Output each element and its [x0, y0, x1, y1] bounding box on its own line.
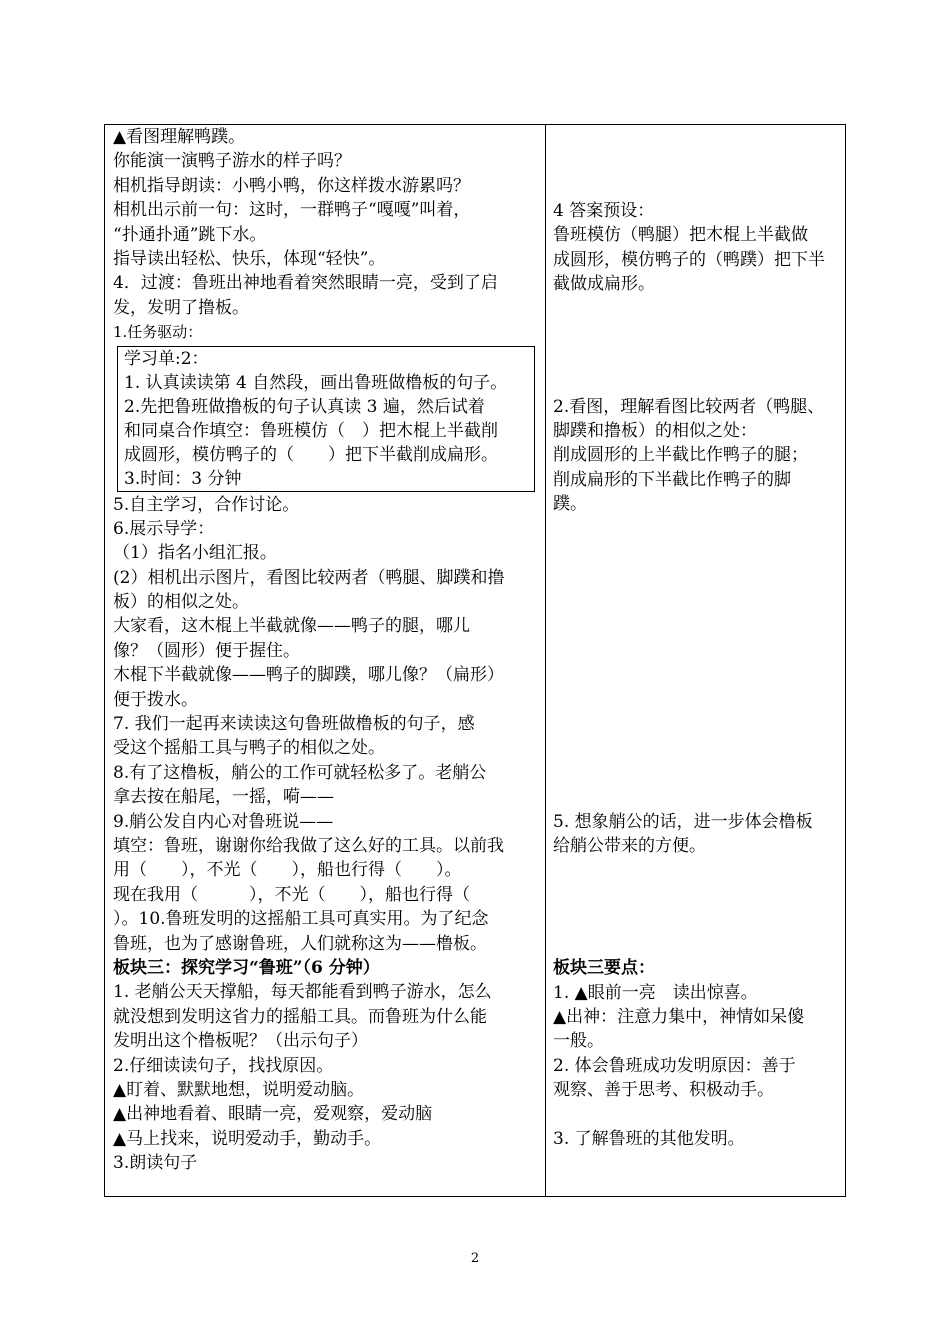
- text-line: 9.艄公发自内心对鲁班说——: [113, 811, 334, 832]
- worksheet-line: 成圆形，模仿鸭子的（ ）把下半截削成扁形。: [124, 444, 498, 465]
- text-line: 8.有了这橹板，艄公的工作可就轻松多了。老艄公: [113, 762, 487, 783]
- text-line: 脚蹼和撸板）的相似之处：: [553, 420, 757, 441]
- text-line: ▲看图理解鸭蹼。: [113, 127, 246, 147]
- text-line: 板）的相似之处。: [113, 592, 249, 613]
- text-line: 木棍下半截就像——鸭子的脚蹼，哪儿像？（扁形）: [113, 665, 504, 686]
- text-line: 1. 老艄公天天撑船，每天都能看到鸭子游水，怎么: [113, 982, 492, 1003]
- right-column: [553, 125, 841, 1151]
- text-line: 7. 我们一起再来读读这句鲁班做橹板的句子，感: [113, 714, 475, 735]
- lesson-table: [104, 124, 846, 1197]
- text-line: 6.展示导学：: [113, 518, 215, 539]
- worksheet-box: [117, 346, 535, 492]
- text-line: 1.任务驱动：: [113, 323, 203, 342]
- spacer: [553, 297, 841, 395]
- text-line: 削成圆形的上半截比作鸭子的腿；: [553, 445, 808, 466]
- text-line: 指导读出轻松、快乐，体现“轻快”。: [113, 248, 386, 269]
- text-line: 鲁班，也为了感谢鲁班，人们就称这为——橹板。: [113, 933, 487, 954]
- text-line: 鲁班模仿（鸭腿）把木棍上半截做: [553, 225, 808, 246]
- text-line: 填空：鲁班，谢谢你给我做了这么好的工具。以前我: [113, 835, 504, 856]
- text-line: 成圆形，模仿鸭子的（鸭蹼）把下半: [553, 249, 825, 270]
- column-divider: [545, 125, 546, 1196]
- text-line: 4．过渡：鲁班出神地看着突然眼睛一亮，受到了启: [113, 273, 498, 294]
- worksheet-line: 学习单:2：: [124, 348, 209, 369]
- text-line: 1. ▲眼前一亮 读出惊喜。: [553, 982, 758, 1003]
- text-line: 4 答案预设：: [553, 201, 655, 221]
- text-line: 截做成扁形。: [553, 274, 655, 295]
- text-line: 一般。: [553, 1031, 604, 1052]
- text-line: 相机出示前一句：这时，一群鸭子“嘎嘎”叫着，: [113, 200, 471, 221]
- text-line: 2. 体会鲁班成功发明原因：善于: [553, 1055, 796, 1076]
- text-line: 你能演一演鸭子游水的样子吗？: [113, 151, 351, 172]
- spacer: [553, 858, 841, 956]
- text-line: 受这个摇船工具与鸭子的相似之处。: [113, 738, 385, 759]
- text-line: 2.仔细读读句子，找找原因。: [113, 1055, 334, 1076]
- text-line: 给艄公带来的方便。: [553, 835, 706, 856]
- text-line: ▲出神：注意力集中，神情如呆傻: [553, 1007, 805, 1028]
- text-line: 现在我用（ ），不光（ ），船也行得（: [113, 884, 470, 905]
- text-line: ▲马上找来，说明爱动手，勤动手。: [113, 1128, 382, 1149]
- text-line: 2.看图，理解看图比较两者（鸭腿、: [553, 396, 825, 417]
- text-line: 3. 了解鲁班的其他发明。: [553, 1128, 745, 1149]
- text-line: 就没想到发明这省力的摇船工具。而鲁班为什么能: [113, 1006, 487, 1027]
- text-line: (2）相机出示图片，看图比较两者（鸭腿、脚蹼和撸: [113, 567, 505, 588]
- text-line: 像？（圆形）便于握住。: [113, 640, 300, 661]
- worksheet-line: 和同桌合作填空：鲁班模仿（ ）把木棍上半截削: [124, 420, 498, 441]
- text-line: （1）指名小组汇报。: [113, 543, 277, 564]
- text-line: 用（ ），不光（ ），船也行得（ ）。: [113, 860, 462, 881]
- text-line: ）。10.鲁班发明的这摇船工具可真实用。为了纪念: [113, 909, 489, 930]
- text-line: “扑通扑通”跳下水。: [113, 224, 267, 245]
- page-number: 2: [470, 1251, 480, 1266]
- text-line: 大家看，这木棍上半截就像——鸭子的腿，哪儿: [113, 616, 470, 637]
- worksheet-line: 3.时间：3 分钟: [124, 468, 242, 489]
- spacer: [553, 517, 841, 810]
- spacer: [553, 1103, 841, 1127]
- text-line: 5.自主学习，合作讨论。: [113, 494, 300, 515]
- text-line: 便于拨水。: [113, 689, 198, 710]
- text-line: 蹼。: [553, 494, 587, 515]
- text-line: 相机指导朗读：小鸭小鸭，你这样拨水游累吗？: [113, 175, 470, 196]
- worksheet-line: 2.先把鲁班做撸板的句子认真读 3 遍，然后试着: [124, 396, 485, 417]
- spacer: [553, 125, 841, 199]
- text-line: 削成扁形的下半截比作鸭子的脚: [553, 469, 791, 490]
- section-heading: 板块三：探究学习“鲁班”（6 分钟）: [113, 957, 380, 978]
- text-line: ▲出神地看着、眼睛一亮，爱观察，爱动脑: [113, 1104, 433, 1125]
- text-line: 发，发明了撸板。: [113, 297, 249, 318]
- worksheet-line: 1. 认真读读第 4 自然段，画出鲁班做橹板的句子。: [124, 372, 508, 393]
- text-line: 观察、善于思考、积极动手。: [553, 1080, 774, 1101]
- section-heading: 板块三要点：: [553, 958, 655, 979]
- text-line: 5. 想象艄公的话，进一步体会橹板: [553, 811, 813, 832]
- text-line: 发明出这个橹板呢？（出示句子）: [113, 1031, 368, 1052]
- text-line: ▲盯着、默默地想，说明爱动脑。: [113, 1079, 365, 1100]
- left-column: [113, 125, 539, 1175]
- text-line: 拿去按在船尾，一摇，嗬——: [113, 787, 334, 808]
- text-line: 3.朗读句子: [113, 1153, 198, 1174]
